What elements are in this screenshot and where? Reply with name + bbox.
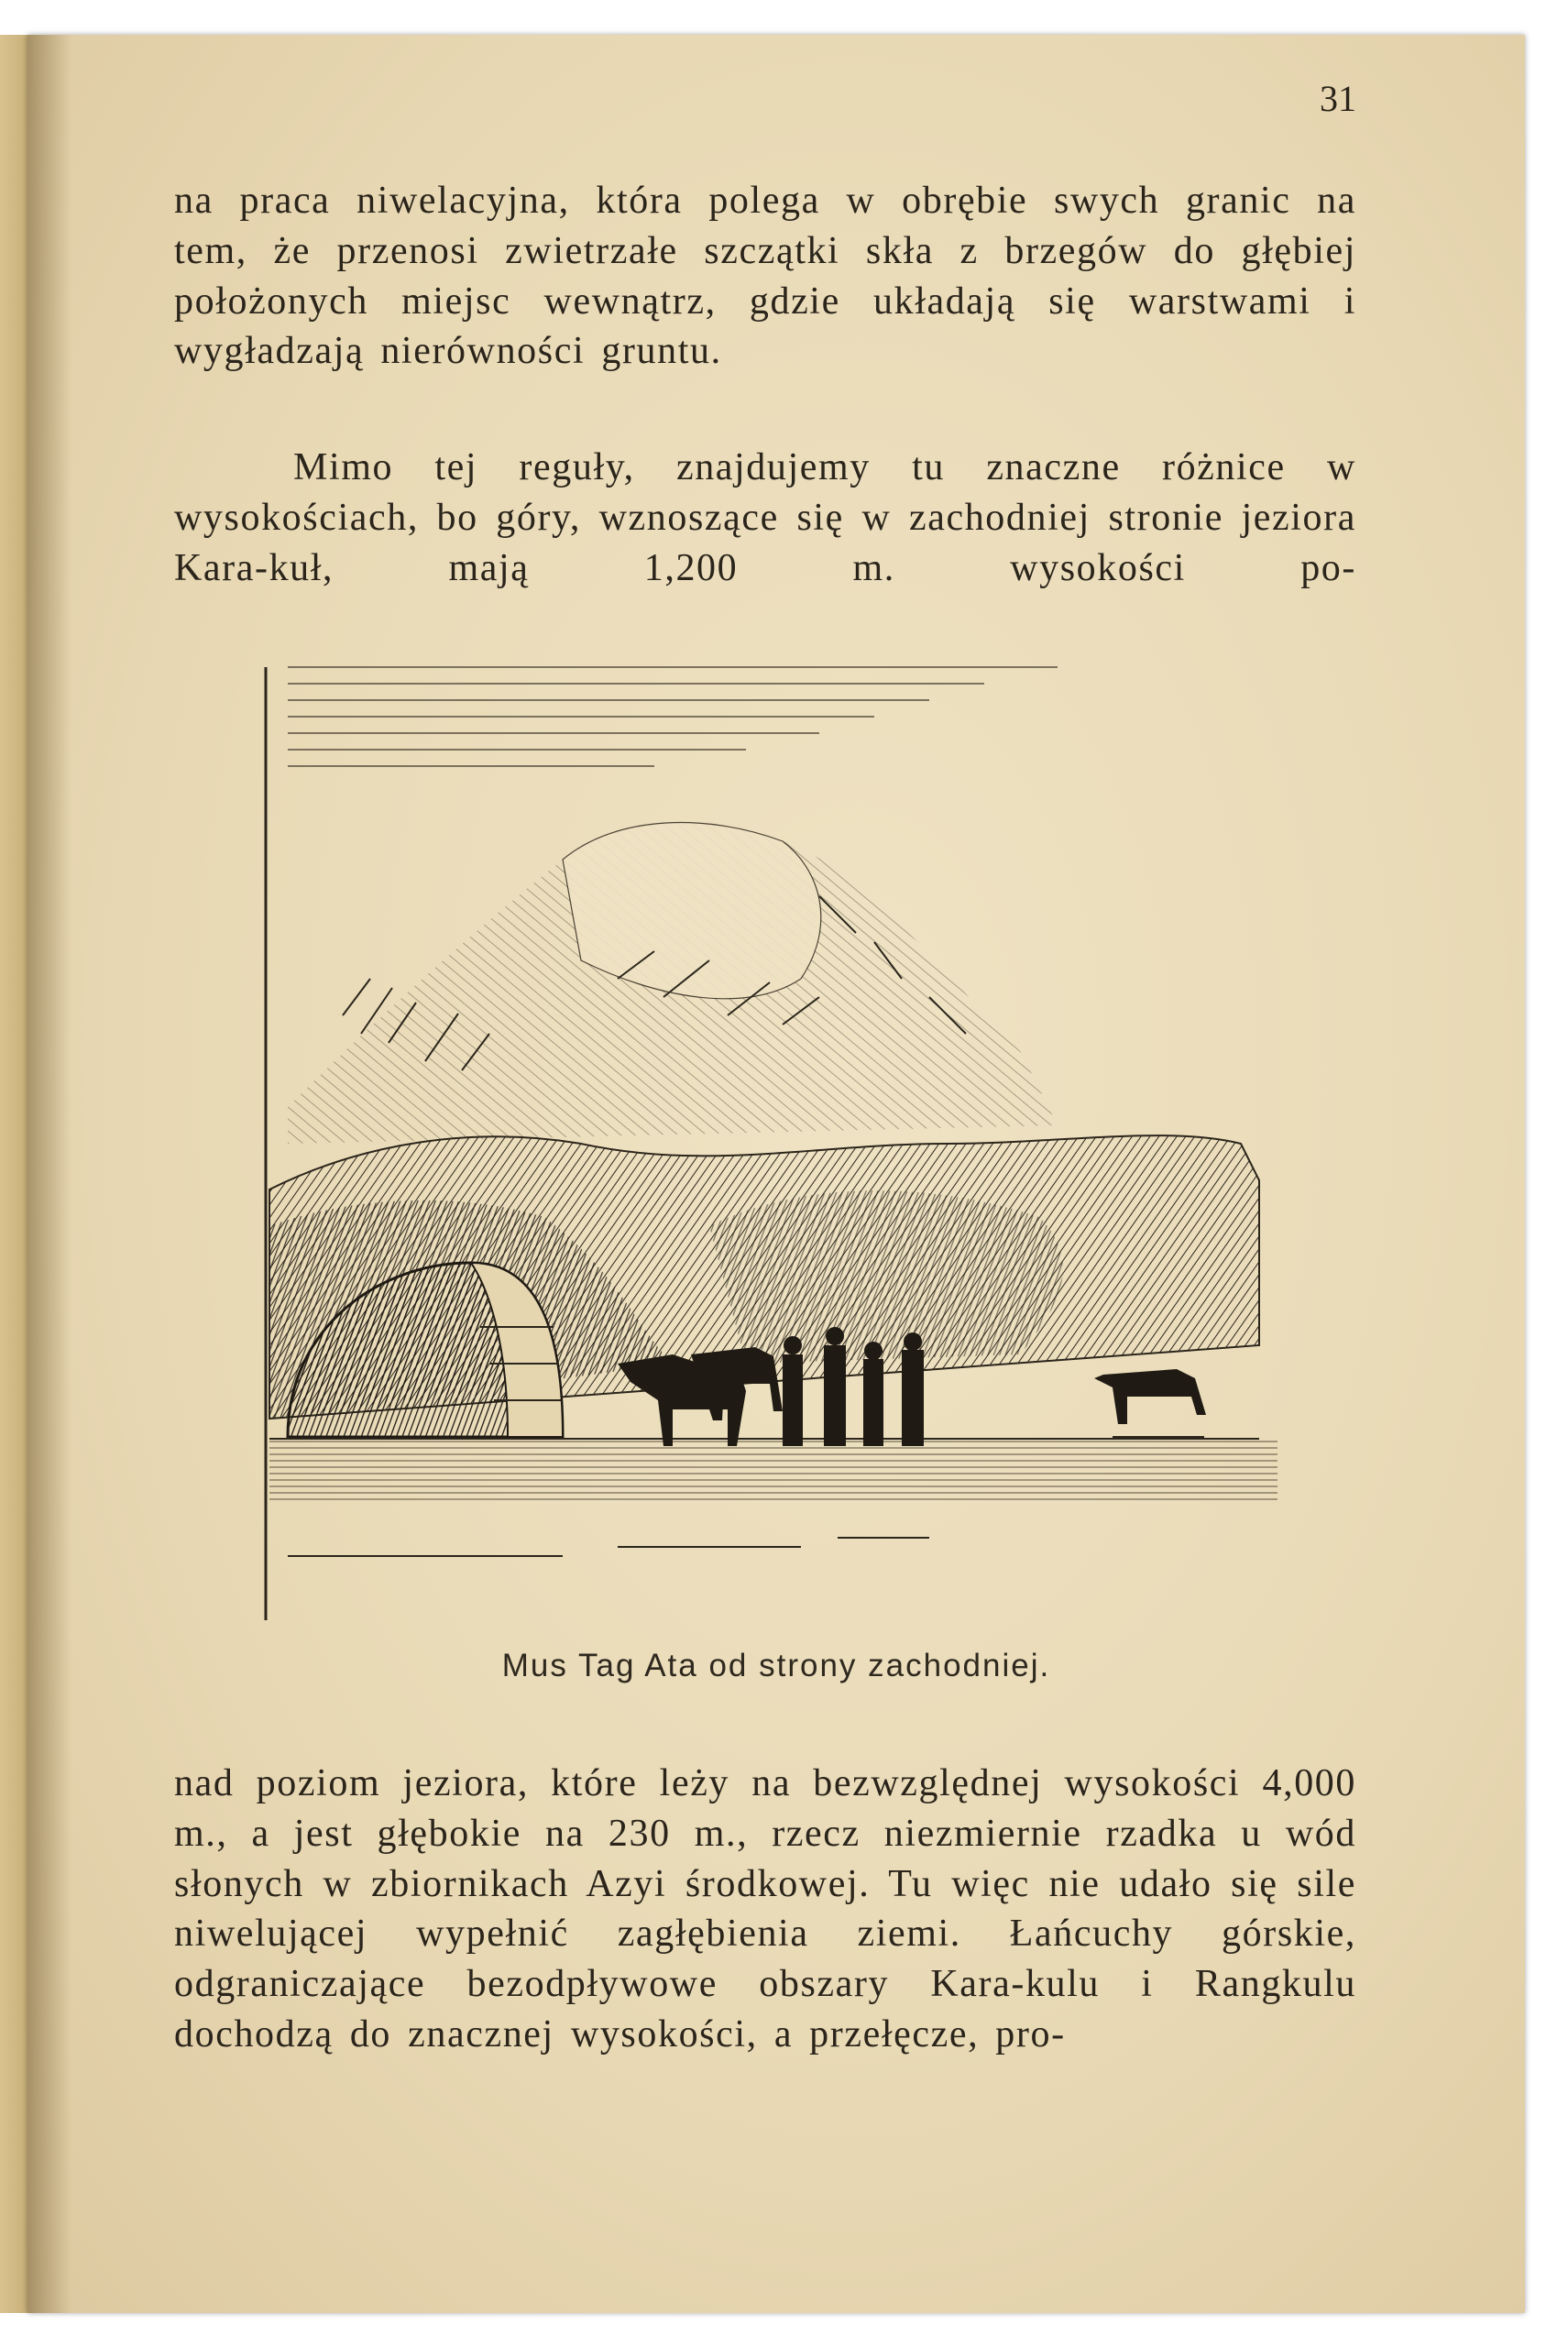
book-page — [27, 35, 1525, 2313]
engraving-illustration — [233, 630, 1369, 1620]
paragraph-2 — [174, 443, 1356, 593]
paragraph-1: na praca niwelacyjna, która polega w obrębie swych granic na tem, że przenosi zwietrzałe szczątki skła z brzegów do głębiej położonych miejsc wewnątrz, gdzie układają się warstwami i wygładzają nierówności gruntu. — [174, 180, 1356, 373]
page-number: 31 — [1320, 78, 1356, 119]
paragraph-3: nad poziom jeziora, które leży na bezwzględnej wysokości 4,000 m., a jest głębokie na 230 m., rzecz niezmiernie rzadka u wód słonych w zbiornikach Azyi środkowej. Tu więc nie udało się sile niwelującej wypełnić zagłębienia ziemi. Łańcuchy górskie, odgraniczające bezodpływowe obszary Kara-kulu i Rangkulu dochodzą do znacznej wysokości, a przełęcze, pro- — [174, 1762, 1356, 2055]
sky-lines — [288, 667, 1058, 766]
book-spine-edge — [0, 35, 27, 2313]
figure-caption: Mus Tag Ata od strony zachodniej. — [501, 1648, 1051, 1683]
paragraph-2-text: Mimo tej reguły, znajdujemy tu znaczne różnice w wysokościach, bo góry, wznoszące się w zachodniej stronie jeziora Kara-kuł, mają 1,200 m. wysokości po- — [174, 446, 1356, 589]
